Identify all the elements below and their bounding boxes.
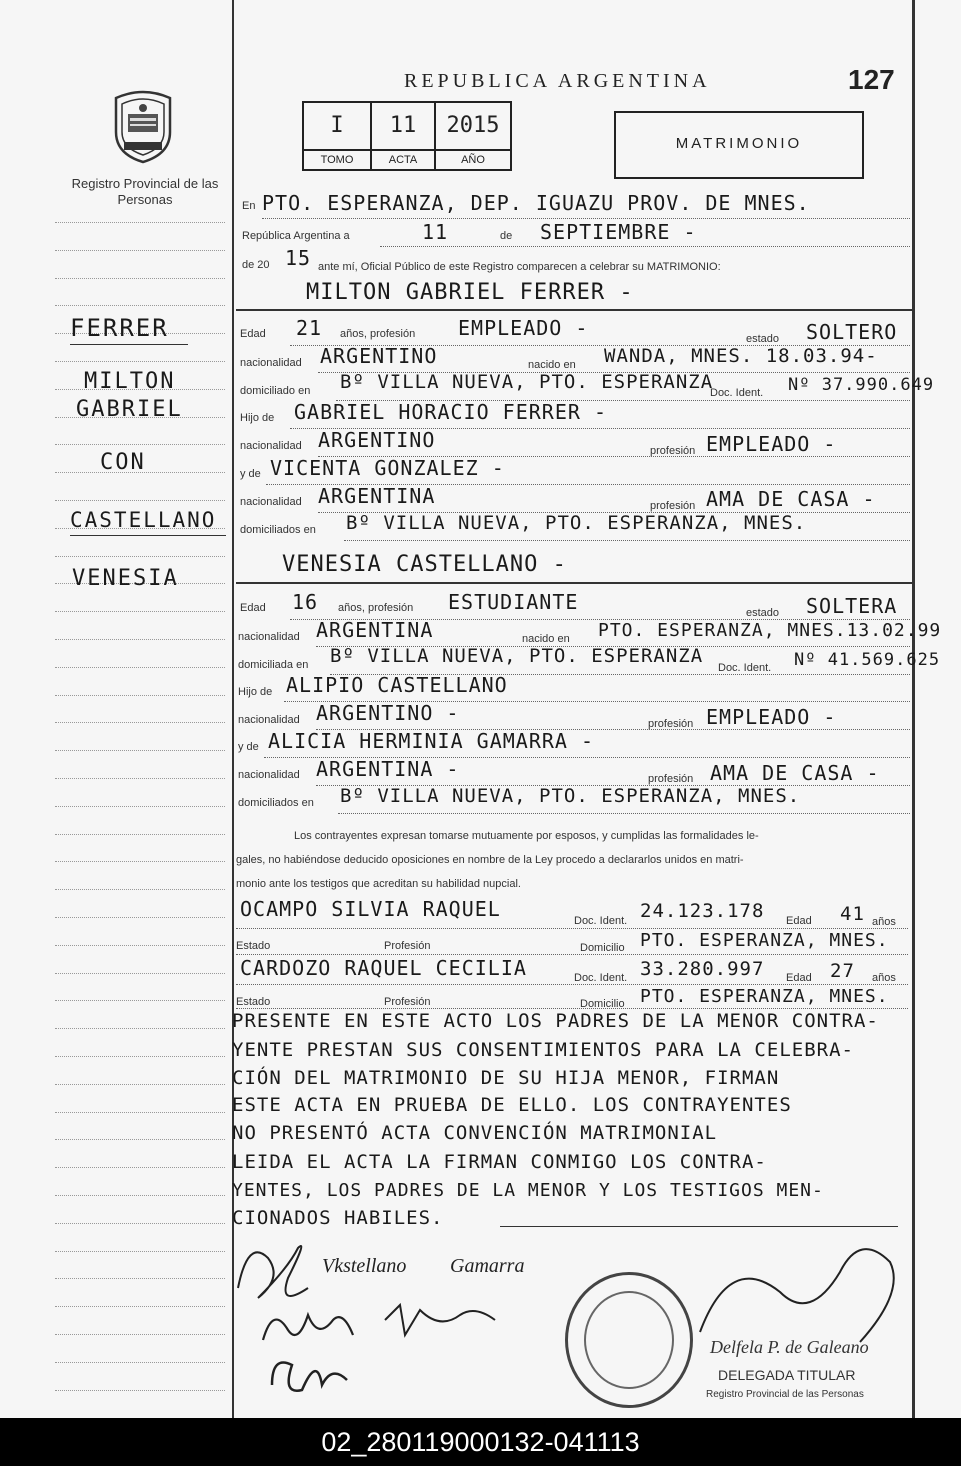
bride-label-nacido: nacido en	[522, 633, 570, 645]
groom-doc: Nº 37.990.649	[788, 375, 935, 395]
note-line-8: CIONADOS HABILES.	[232, 1207, 444, 1229]
margin-connector: CON	[100, 450, 146, 475]
declaration-line-3: monio ante los testigos que acreditan su habilidad nupcial.	[236, 878, 521, 890]
groom-civil-status: SOLTERO	[806, 320, 898, 344]
margin-ruled-line	[55, 250, 225, 252]
witness-1-label-profesion: Profesión	[384, 940, 431, 952]
margin-underline-1	[70, 344, 188, 345]
margin-ruled-line	[55, 917, 225, 919]
witness-signature-1-icon	[258, 1300, 358, 1350]
ceremony-year-suffix: 15	[285, 246, 312, 270]
margin-ruled-line	[55, 778, 225, 780]
groom-mother-nationality: ARGENTINA	[318, 484, 436, 508]
right-border-line	[912, 0, 915, 1418]
bride-age: 16	[292, 590, 319, 614]
label-de: de	[500, 230, 513, 242]
province-seal-icon	[108, 88, 178, 164]
note-line-6: LEIDA EL ACTA LA FIRMAN CONMIGO LOS CONTRA-	[232, 1151, 767, 1173]
groom-parents-label-domicilio: domiciliados en	[240, 524, 316, 536]
groom-mother-profession: AMA DE CASA -	[706, 487, 876, 511]
bride-mother: ALICIA HERMINIA GAMARRA -	[268, 729, 595, 753]
groom-parents-address: Bº VILLA NUEVA, PTO. ESPERANZA, MNES.	[346, 512, 807, 534]
margin-ruled-line	[55, 1195, 225, 1197]
margin-ruled-line	[55, 806, 225, 808]
bride-doc: Nº 41.569.625	[794, 650, 941, 670]
bride-label-domicilio: domiciliada en	[238, 659, 309, 671]
official-signature-icon	[690, 1232, 905, 1352]
bride-father-profession: EMPLEADO -	[706, 705, 837, 729]
margin-ruled-line	[55, 1251, 225, 1253]
witness-1-label-estado: Estado	[236, 940, 271, 952]
margin-ruled-line	[55, 556, 225, 558]
tomo-value: I	[304, 103, 372, 149]
parent-signature-text: Gamarra	[450, 1255, 525, 1277]
margin-ruled-line	[55, 722, 225, 724]
groom-label-hijo: Hijo de	[240, 412, 275, 424]
official-office: Registro Provincial de las Personas	[706, 1389, 864, 1400]
page-number: 127	[848, 64, 895, 95]
groom-father-label-nacionalidad: nacionalidad	[240, 440, 302, 452]
margin-given-groom-1: MILTON	[84, 369, 176, 394]
bride-label-profesion: años, profesión	[338, 602, 414, 614]
witness-2-label-doc: Doc. Ident.	[574, 972, 628, 984]
groom-mother-label-profesion: profesión	[650, 500, 696, 512]
witness-2-label-edad: Edad	[786, 972, 812, 984]
groom-label-edad: Edad	[240, 328, 266, 340]
note-line-3: CIÓN DEL MATRIMONIO DE SU HIJA MENOR, FIRMAN	[232, 1067, 780, 1089]
groom-label-domicilio: domiciliado en	[240, 385, 311, 397]
parent-signature-icon	[262, 1345, 352, 1405]
groom-father-label-profesion: profesión	[650, 445, 696, 457]
groom-nationality: ARGENTINO	[320, 344, 438, 368]
bride-mother-nationality: ARGENTINA -	[316, 757, 460, 781]
acta-label: ACTA	[372, 149, 436, 169]
groom-label-doc: Doc. Ident.	[710, 387, 764, 399]
margin-ruled-line	[55, 889, 225, 891]
bride-mother-label-nacionalidad: nacionalidad	[238, 769, 300, 781]
bride-father-label-profesion: profesión	[648, 718, 694, 730]
groom-father-profession: EMPLEADO -	[706, 432, 837, 456]
bride-profession: ESTUDIANTE	[448, 590, 579, 614]
groom-profession: EMPLEADO -	[458, 316, 589, 340]
registry-numbers-box	[302, 101, 512, 171]
ceremony-day: 11	[422, 220, 449, 244]
groom-label-estado: estado	[746, 333, 780, 345]
margin-ruled-line	[55, 695, 225, 697]
witness-2-label-anos: años	[872, 972, 896, 984]
witness-2-age: 27	[830, 960, 855, 982]
groom-birth: WANDA, MNES. 18.03.94-	[604, 345, 878, 367]
margin-surname-bride: CASTELLANO	[70, 508, 217, 532]
margin-given-groom-2: GABRIEL	[76, 397, 183, 422]
margin-ruled-line	[55, 1112, 225, 1114]
official-name: Delfela P. de Galeano	[710, 1337, 869, 1357]
anio-value: 2015	[446, 113, 500, 138]
witness-1-label-doc: Doc. Ident.	[574, 915, 628, 927]
note-line-1: PRESENTE EN ESTE ACTO LOS PADRES DE LA MENOR CONTRA-	[232, 1010, 879, 1032]
groom-address: Bº VILLA NUEVA, PTO. ESPERANZA	[340, 371, 714, 393]
official-title: DELEGADA TITULAR	[718, 1367, 856, 1383]
margin-ruled-line	[55, 611, 225, 613]
groom-label-nacido: nacido en	[528, 359, 576, 371]
groom-full-name: MILTON GABRIEL FERRER -	[306, 280, 634, 305]
margin-ruled-line	[55, 1362, 225, 1364]
margin-ruled-line	[55, 667, 225, 669]
margin-ruled-line	[55, 1167, 225, 1169]
bride-label-edad: Edad	[240, 602, 266, 614]
margin-ruled-line	[55, 1084, 225, 1086]
note-line-5: NO PRESENTÓ ACTA CONVENCIÓN MATRIMONIAL	[232, 1122, 718, 1144]
margin-ruled-line	[55, 750, 225, 752]
witness-1-label-edad: Edad	[786, 915, 812, 927]
note-line-4: ESTE ACTA EN PRUEBA DE ELLO. LOS CONTRAYENTES	[232, 1094, 792, 1116]
margin-ruled-line	[55, 639, 225, 641]
margin-ruled-line	[55, 1000, 225, 1002]
country-title: REPUBLICA ARGENTINA	[404, 70, 711, 92]
margin-ruled-line	[55, 1278, 225, 1280]
margin-ruled-line	[55, 1056, 225, 1058]
ceremony-month: SEPTIEMBRE -	[540, 220, 697, 244]
margin-ruled-line	[55, 222, 225, 224]
note-line-2: YENTE PRESTAN SUS CONSENTIMIENTOS PARA LA CELEBRA-	[232, 1039, 854, 1061]
registry-stamp-icon	[565, 1272, 693, 1408]
margin-ruled-line	[55, 1139, 225, 1141]
anio-label: AÑO	[436, 149, 510, 169]
bride-nationality: ARGENTINA	[316, 618, 434, 642]
bride-mother-profession: AMA DE CASA -	[710, 761, 880, 785]
bride-parents-address: Bº VILLA NUEVA, PTO. ESPERANZA, MNES.	[340, 785, 801, 807]
bride-parents-label-domicilio: domiciliados en	[238, 797, 314, 809]
barcode-reference: 02_280119000132-041113	[0, 1418, 961, 1466]
bride-full-name: VENESIA CASTELLANO -	[282, 552, 567, 577]
bride-label-estado: estado	[746, 607, 780, 619]
margin-ruled-line	[55, 1306, 225, 1308]
witness-2-address: PTO. ESPERANZA, MNES.	[640, 986, 889, 1007]
witness-1-label-domicilio: Domicilio	[580, 942, 625, 954]
margin-ruled-line	[55, 1028, 225, 1030]
groom-father-nationality: ARGENTINO	[318, 428, 436, 452]
document-type: MATRIMONIO	[675, 135, 803, 152]
witness-1-label-anos: años	[872, 916, 896, 928]
witness-1-age: 41	[840, 903, 865, 925]
margin-ruled-line	[55, 1390, 225, 1392]
bride-father: ALIPIO CASTELLANO	[286, 673, 508, 697]
witness-1-doc: 24.123.178	[640, 900, 765, 922]
groom-age: 21	[296, 316, 323, 340]
margin-ruled-line	[55, 973, 225, 975]
bride-label-nacionalidad: nacionalidad	[238, 631, 300, 643]
groom-label-y-de: y de	[240, 468, 261, 480]
acta-value: 11	[372, 103, 436, 149]
groom-label-profesion: años, profesión	[340, 328, 416, 340]
document-type-box	[614, 111, 864, 179]
margin-ruled-line	[55, 500, 225, 502]
margin-ruled-line	[55, 1334, 225, 1336]
bride-label-y-de: y de	[238, 741, 259, 753]
groom-father: GABRIEL HORACIO FERRER -	[294, 400, 607, 424]
margin-ruled-line	[55, 1223, 225, 1225]
declaration-line-2: gales, no habiéndose deducido oposiciones en nombre de la Ley procedo a declararlos unidos en matri-	[236, 854, 744, 866]
label-republica: República Argentina a	[242, 230, 350, 242]
tomo-label: TOMO	[304, 149, 372, 169]
margin-ruled-line	[55, 278, 225, 280]
bride-label-hijo: Hijo de	[238, 686, 273, 698]
witness-2-label-domicilio: Domicilio	[580, 998, 625, 1010]
witness-1-address: PTO. ESPERANZA, MNES.	[640, 930, 889, 951]
declaration-line-1: Los contrayentes expresan tomarse mutuamente por esposos, y cumplidas las formalidades le-	[294, 830, 759, 842]
bride-address: Bº VILLA NUEVA, PTO. ESPERANZA	[330, 645, 704, 667]
margin-underline-2	[70, 535, 226, 536]
bride-birth: PTO. ESPERANZA, MNES.13.02.99	[598, 620, 942, 641]
label-year-prefix: de 20	[242, 259, 270, 271]
label-en: En	[242, 200, 256, 212]
bride-mother-label-profesion: profesión	[648, 773, 694, 785]
margin-ruled-line	[55, 945, 225, 947]
margin-ruled-line	[55, 305, 225, 307]
left-border-line	[232, 0, 234, 1418]
witness-signature-2-icon	[380, 1300, 500, 1340]
ceremony-place: PTO. ESPERANZA, DEP. IGUAZU PROV. DE MNES.	[262, 191, 810, 215]
witness-2-label-profesion: Profesión	[384, 996, 431, 1008]
groom-label-nacionalidad: nacionalidad	[240, 357, 302, 369]
label-ante-mi: ante mí, Oficial Público de este Registro comparecen a celebrar su MATRIMONIO:	[318, 261, 721, 273]
margin-ruled-line	[55, 834, 225, 836]
bride-father-label-nacionalidad: nacionalidad	[238, 714, 300, 726]
witness-2-label-estado: Estado	[236, 996, 271, 1008]
margin-given-bride: VENESIA	[72, 566, 179, 591]
margin-ruled-line	[55, 861, 225, 863]
witness-1-name: OCAMPO SILVIA RAQUEL	[240, 897, 501, 921]
bride-civil-status: SOLTERA	[806, 594, 898, 618]
note-line-7: YENTES, LOS PADRES DE LA MENOR Y LOS TESTIGOS MEN-	[232, 1180, 824, 1201]
bride-signature-text: Vkstellano	[322, 1255, 407, 1277]
witness-2-name: CARDOZO RAQUEL CECILIA	[240, 956, 527, 980]
bride-father-nationality: ARGENTINO -	[316, 701, 460, 725]
groom-mother: VICENTA GONZALEZ -	[270, 456, 505, 480]
bride-label-doc: Doc. Ident.	[718, 662, 772, 674]
margin-surname-groom: FERRER	[70, 314, 169, 342]
groom-mother-label-nacionalidad: nacionalidad	[240, 496, 302, 508]
registry-office-label: Registro Provincial de las Personas	[71, 176, 219, 207]
witness-2-doc: 33.280.997	[640, 958, 765, 980]
margin-ruled-line	[55, 361, 225, 363]
margin-ruled-line	[55, 444, 225, 446]
